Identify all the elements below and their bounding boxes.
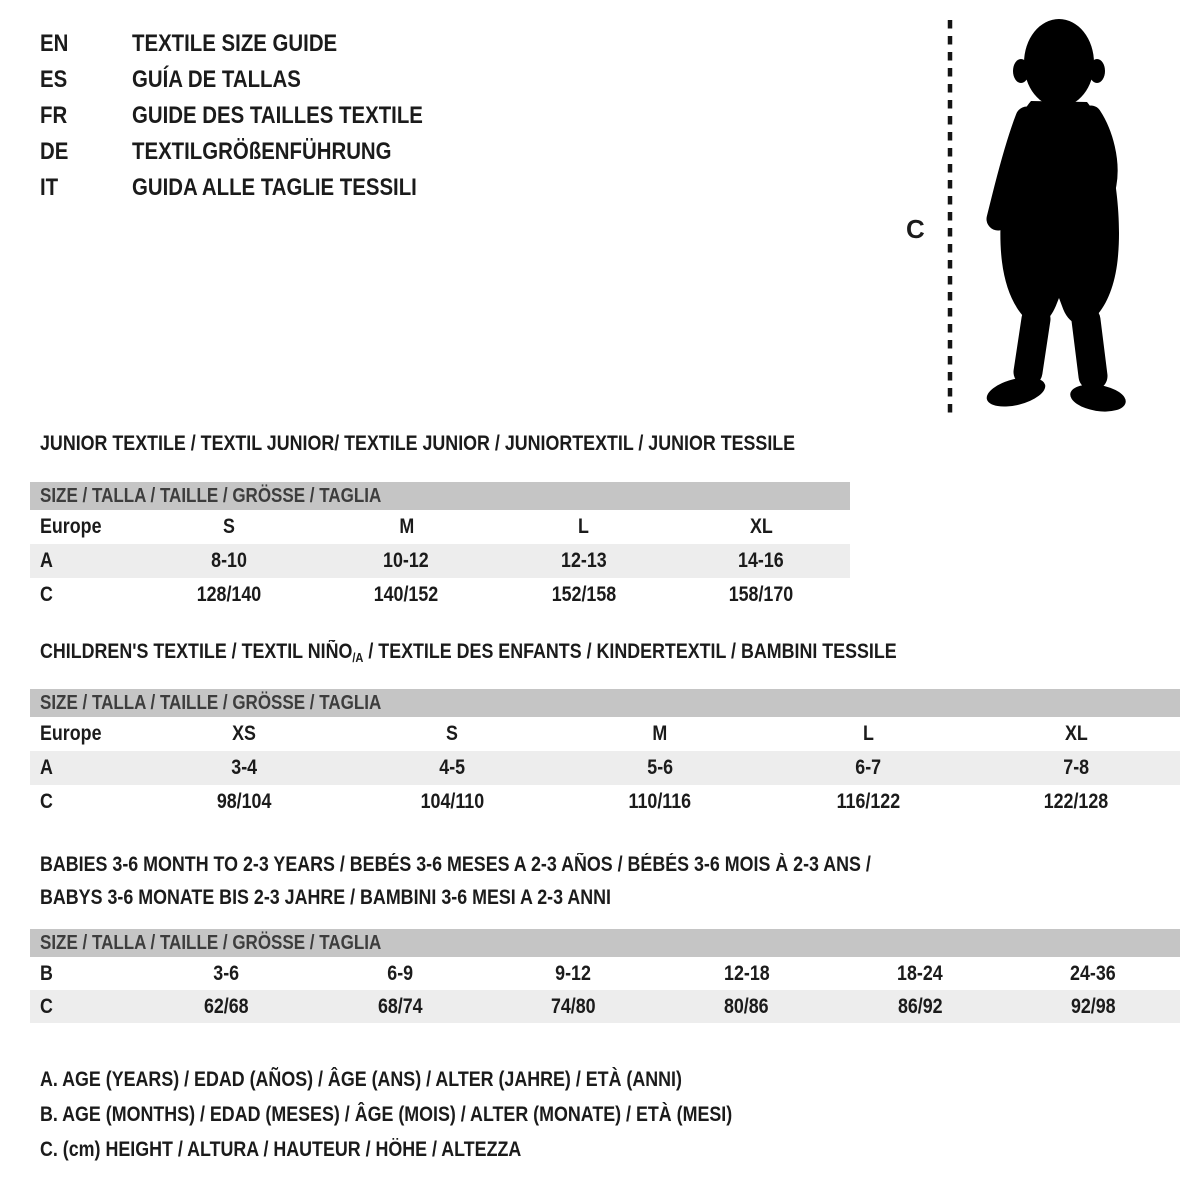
- lang-row-de: [40, 134, 474, 170]
- height-measure-label: C: [906, 214, 925, 244]
- size-header-band: SIZE / TALLA / TAILLE / GRÖSSE / TAGLIA: [30, 482, 850, 510]
- nino-a-subscript: /A: [352, 650, 364, 666]
- lang-code: ES: [40, 66, 68, 93]
- lang-code: EN: [40, 30, 69, 57]
- table-cell: 3-4: [231, 756, 257, 779]
- section-title-babies: BABIES 3-6 MONTH TO 2-3 YEARS / BEBÉS 3-6 MESES A 2-3 AÑOS / BÉBÉS 3-6 MOIS À 2-3 ANS / BABYS 3-6 MONATE BIS 2-3 JAHRE / BAMBINI 3-6 MESI A 2-3 ANNI: [40, 853, 871, 909]
- table-cell: 6-9: [387, 961, 413, 985]
- lang-title: GUIDE DES TAILLES TEXTILE: [132, 102, 423, 129]
- legend-line-b: B. AGE (MONTHS) / EDAD (MESES) / ÂGE (MOIS) / ALTER (MONATE) / ETÀ (MESI): [40, 1103, 733, 1126]
- table-cell: XL: [749, 515, 773, 538]
- row-label: B: [40, 961, 53, 985]
- toddler-silhouette-icon: [984, 19, 1128, 415]
- table-cell: 86/92: [897, 994, 943, 1018]
- table-cell: 24-36: [1070, 961, 1117, 985]
- lang-title: GUÍA DE TALLAS: [132, 66, 301, 93]
- table-cell: 74/80: [550, 994, 596, 1018]
- lang-row-es: [40, 62, 474, 98]
- section-title-junior: JUNIOR TEXTILE / TEXTIL JUNIOR/ TEXTILE JUNIOR / JUNIORTEXTIL / JUNIOR TESSILE: [40, 432, 796, 455]
- table-cell: S: [446, 722, 458, 745]
- lang-code: DE: [40, 138, 69, 165]
- table-row-c: [30, 785, 1180, 819]
- table-cell: 8-10: [210, 549, 247, 572]
- language-title-list: [40, 26, 474, 206]
- table-cell: 104/110: [420, 790, 484, 813]
- lang-row-it: [40, 170, 474, 206]
- table-cell: 80/86: [724, 994, 769, 1018]
- table-cell: 12-18: [723, 961, 770, 985]
- table-row-c: [30, 578, 850, 612]
- table-cell: 9-12: [555, 961, 592, 985]
- row-label: C: [40, 790, 53, 813]
- table-cell: 92/98: [1070, 994, 1116, 1018]
- table-cell: 4-5: [439, 756, 465, 779]
- table-cell: 116/122: [836, 790, 900, 813]
- lang-title: TEXTILGRÖßENFÜHRUNG: [132, 138, 392, 165]
- legend-line-a: A. AGE (YEARS) / EDAD (AÑOS) / ÂGE (ANS) / ALTER (JAHRE) / ETÀ (ANNI): [40, 1068, 682, 1091]
- table-cell: 158/170: [728, 583, 794, 606]
- table-cell: 110/116: [628, 790, 692, 813]
- size-header-band: SIZE / TALLA / TAILLE / GRÖSSE / TAGLIA: [30, 689, 1180, 717]
- lang-row-fr: [40, 98, 474, 134]
- table-cell: L: [862, 722, 874, 745]
- table-cell: 14-16: [738, 549, 785, 572]
- table-row-europe: [30, 717, 1180, 751]
- table-row-a: [30, 544, 850, 578]
- row-label: A: [40, 756, 53, 779]
- lang-row-en: [40, 26, 474, 62]
- row-label: A: [40, 549, 53, 572]
- table-cell: 7-8: [1063, 756, 1089, 779]
- table-row-b: [30, 957, 1180, 990]
- table-cell: 18-24: [897, 961, 943, 985]
- table-cell: XS: [232, 722, 256, 745]
- babies-size-table: [30, 929, 1180, 1023]
- table-cell: M: [398, 515, 414, 538]
- table-row-a: [30, 751, 1180, 785]
- lang-code: FR: [40, 102, 68, 129]
- table-cell: 62/68: [204, 994, 249, 1018]
- table-cell: M: [652, 722, 668, 745]
- table-cell: 6-7: [855, 756, 881, 779]
- table-cell: 10-12: [383, 549, 430, 572]
- lang-title: TEXTILE SIZE GUIDE: [132, 30, 338, 57]
- toddler-figure: [938, 12, 1153, 422]
- junior-size-table: [30, 482, 850, 612]
- table-cell: 12-13: [560, 549, 607, 572]
- table-cell: 122/128: [1043, 790, 1109, 813]
- table-cell: 68/74: [377, 994, 423, 1018]
- table-cell: 98/104: [216, 790, 272, 813]
- lang-code: IT: [40, 174, 59, 201]
- row-label: C: [40, 994, 53, 1018]
- table-cell: 152/158: [551, 583, 617, 606]
- table-cell: XL: [1064, 722, 1088, 745]
- legend-line-c: C. (cm) HEIGHT / ALTURA / HAUTEUR / HÖHE / ALTEZZA: [40, 1138, 522, 1161]
- table-cell: S: [222, 515, 235, 538]
- table-cell: L: [578, 515, 590, 538]
- size-header-band: SIZE / TALLA / TAILLE / GRÖSSE / TAGLIA: [30, 929, 1180, 957]
- table-cell: 128/140: [196, 583, 262, 606]
- row-label: Europe: [40, 515, 102, 538]
- lang-title: GUIDA ALLE TAGLIE TESSILI: [132, 174, 417, 201]
- table-cell: 3-6: [213, 961, 240, 985]
- table-row-europe: [30, 510, 850, 544]
- row-label: Europe: [40, 722, 102, 745]
- table-cell: 5-6: [647, 756, 673, 779]
- measurement-legend: [40, 1062, 854, 1167]
- row-label: C: [40, 583, 53, 606]
- children-size-table: [30, 689, 1180, 819]
- table-cell: 140/152: [373, 583, 439, 606]
- table-row-c: [30, 990, 1180, 1023]
- section-title-children: CHILDREN'S TEXTILE / TEXTIL $NIÑO_{/A}$ / TEXTILE DES ENFANTS / KINDERTEXTIL / BAMBINI TESSILE: [40, 640, 897, 666]
